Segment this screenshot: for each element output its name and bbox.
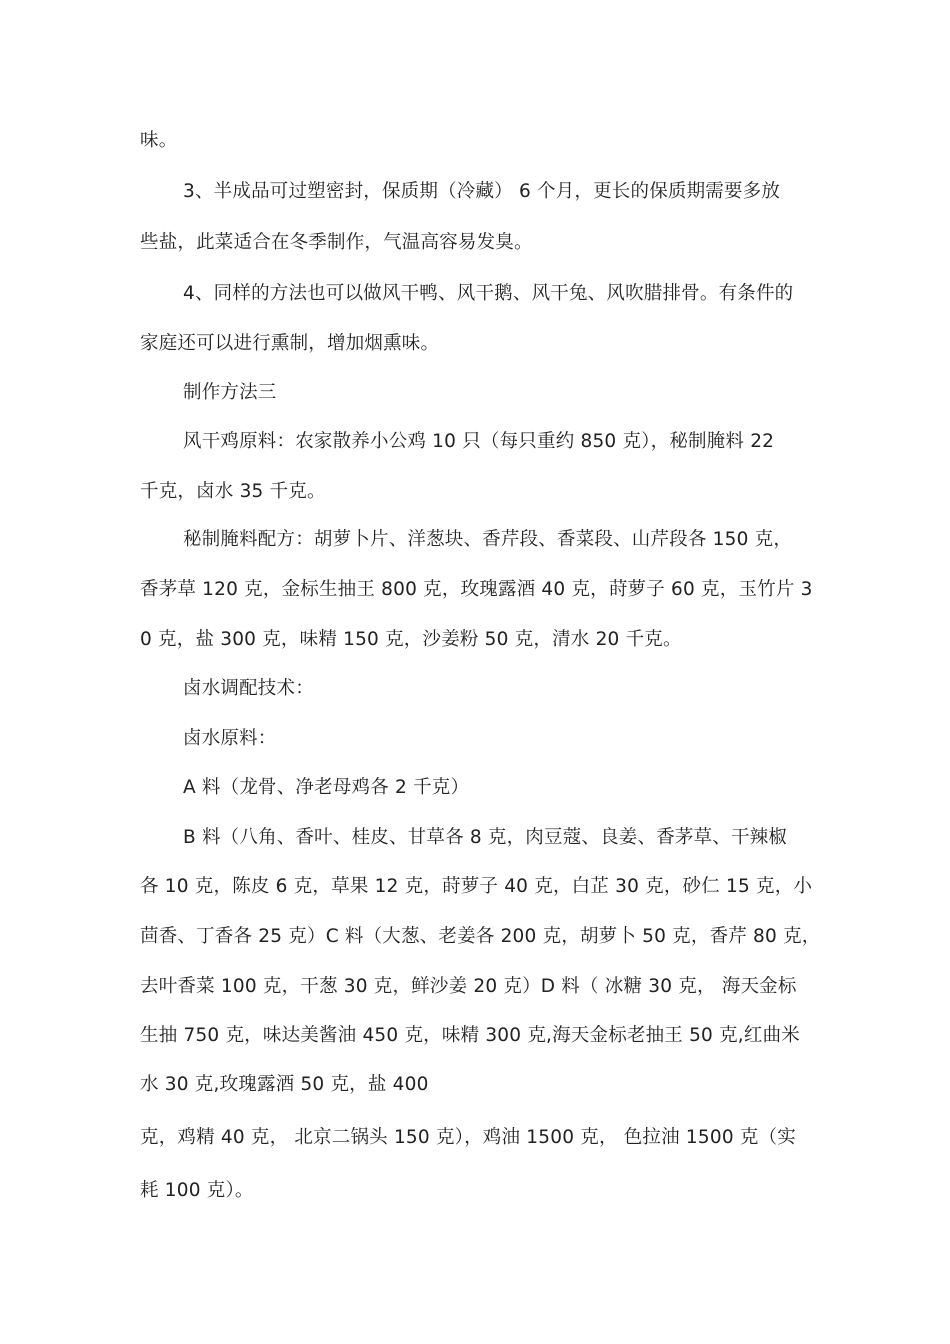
text-line: 卤水调配技术：	[183, 678, 314, 699]
text-line: 生抽 750 克，味达美酱油 450 克，味精 300 克,海天金标老抽王 50 克,红曲米	[140, 1025, 800, 1046]
text-line: 风干鸡原料：农家散养小公鸡 10 只（每只重约 850 克），秘制腌料 22	[183, 431, 775, 452]
text-line: 耗 100 克）。	[140, 1180, 254, 1201]
text-line: 家庭还可以进行熏制，增加烟熏味。	[140, 333, 440, 354]
text-line: 千克，卤水 35 千克。	[140, 481, 326, 502]
text-line: 香茅草 120 克，金标生抽王 800 克，玫瑰露酒 40 克，莳萝子 60 克，玉竹片 3	[140, 579, 813, 600]
text-line: 4、同样的方法也可以做风干鸭、风干鹅、风干兔、风吹腊排骨。有条件的	[183, 283, 794, 304]
text-line: 水 30 克,玫瑰露酒 50 克，盐 400	[140, 1074, 429, 1095]
text-line: 3、半成品可过塑密封，保质期（冷藏） 6 个月，更长的保质期需要多放	[183, 181, 781, 202]
text-line: 味。	[140, 130, 178, 151]
text-line: 卤水原料：	[183, 728, 277, 749]
text-line: 0 克，盐 300 克，味精 150 克，沙姜粉 50 克，清水 20 千克。	[140, 629, 682, 650]
text-line: 秘制腌料配方：胡萝卜片、洋葱块、香芹段、香菜段、山芹段各 150 克，	[183, 529, 793, 550]
section-heading: 制作方法三	[183, 382, 277, 403]
text-line: A 料（龙骨、净老母鸡各 2 千克）	[183, 777, 470, 798]
text-line: B 料（八角、香叶、桂皮、甘草各 8 克，肉豆蔻、良姜、香茅草、干辣椒	[183, 827, 788, 848]
text-line: 克，鸡精 40 克， 北京二锅头 150 克），鸡油 1500 克， 色拉油 1500 克（实	[140, 1127, 796, 1148]
text-line: 去叶香菜 100 克，干葱 30 克，鲜沙姜 20 克）D 料（ 冰糖 30 克， 海天金标	[140, 976, 797, 997]
text-line: 茴香、丁香各 25 克）C 料（大葱、老姜各 200 克，胡萝卜 50 克，香芹 80 克，	[140, 926, 821, 947]
text-line: 各 10 克，陈皮 6 克，草果 12 克，莳萝子 40 克，白芷 30 克，砂仁 15 克，小	[140, 876, 813, 897]
text-line: 些盐，此菜适合在冬季制作，气温高容易发臭。	[140, 232, 533, 253]
